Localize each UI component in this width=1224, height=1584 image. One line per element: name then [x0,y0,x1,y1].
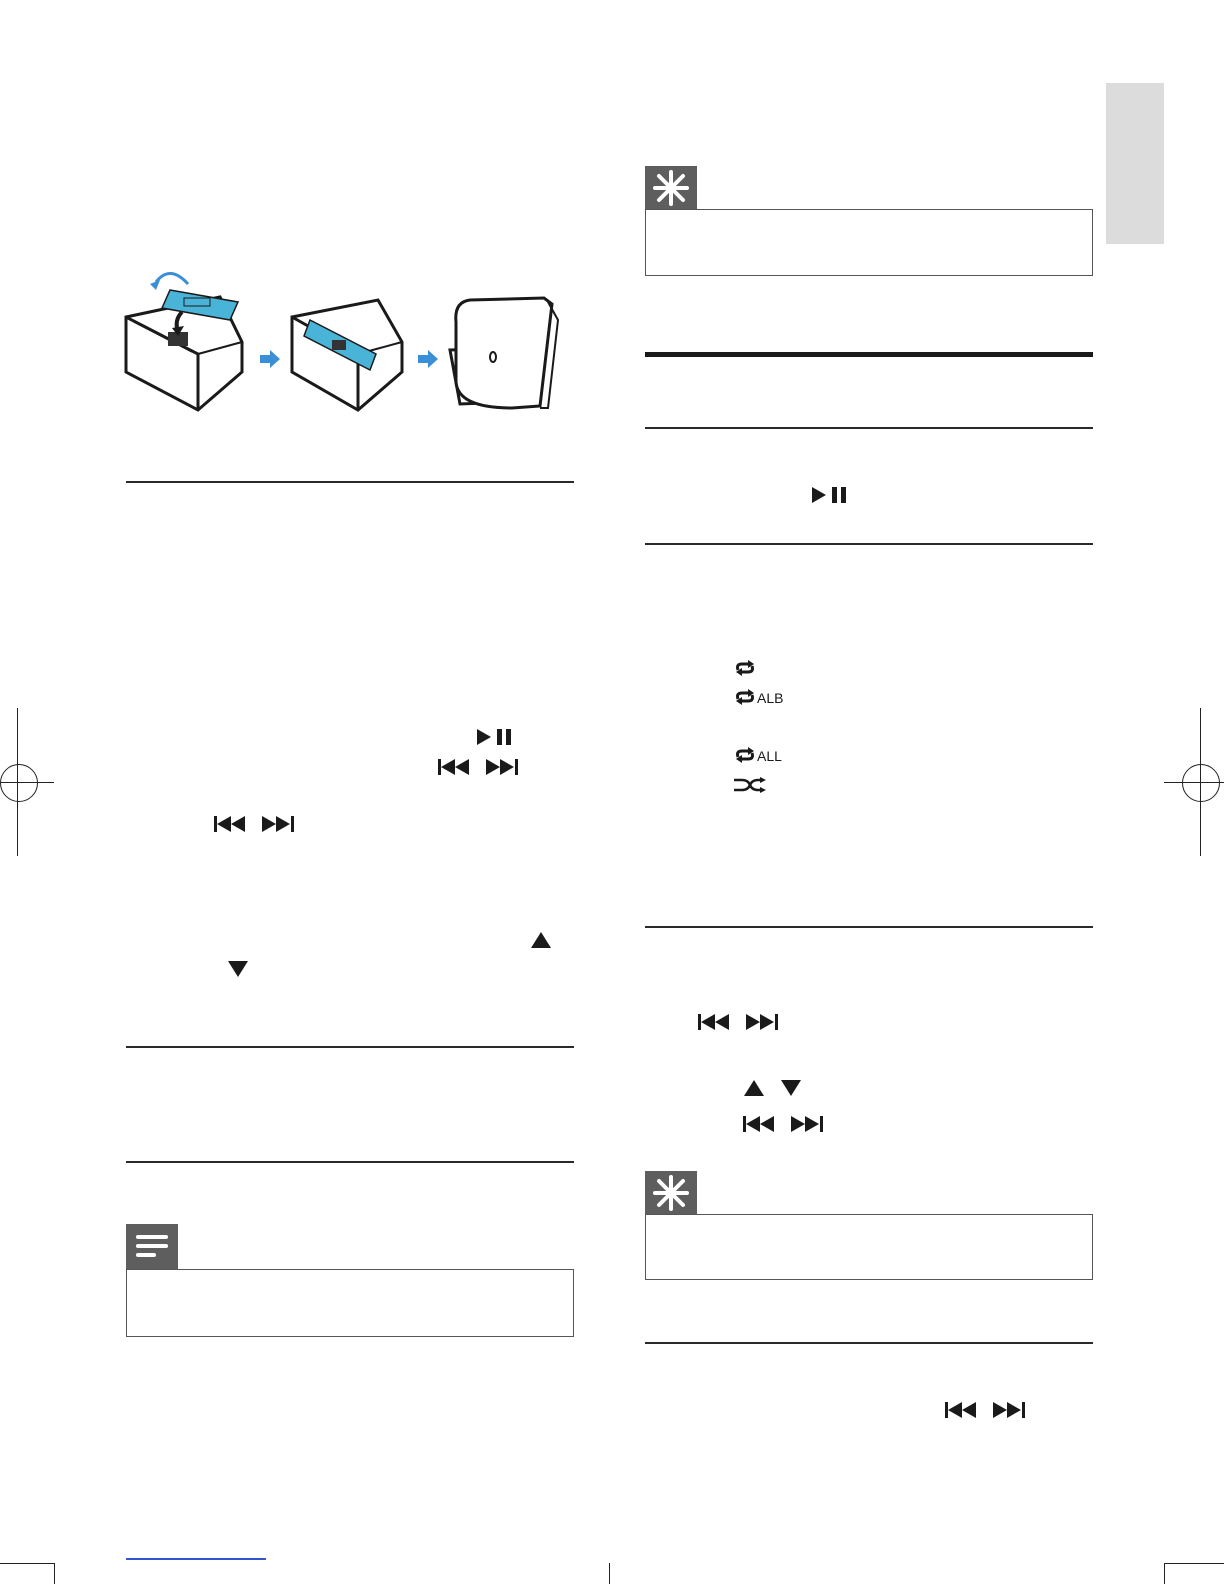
previous-track-icon [698,1014,732,1030]
next-track-icon [791,1116,825,1132]
note-tag [126,1224,178,1270]
repeat-album-label: ALB [757,690,784,706]
previous-track-icon [438,759,472,775]
play-pause-icon [812,487,848,503]
chapter-rule [645,352,1093,357]
language-tab [1106,83,1164,244]
previous-track-icon [743,1116,777,1132]
repeat-all-label: ALL [757,748,782,764]
previous-track-icon [945,1402,979,1418]
next-track-icon [262,816,296,832]
section-rule [126,1046,574,1048]
next-track-icon [746,1014,780,1030]
tip-asterisk-icon [645,1171,697,1215]
tip-box [645,209,1093,276]
tip-asterisk-icon [645,166,697,210]
tip-tag [645,166,697,210]
repeat-album-icon [734,689,756,705]
tip-box [645,1214,1093,1280]
down-arrow-icon [781,1080,801,1096]
shuffle-icon [734,777,766,793]
section-rule [645,1342,1093,1344]
previous-track-icon [214,816,248,832]
footer-link-underline [126,1558,266,1560]
step-arrow-1 [260,350,280,368]
next-track-icon [993,1402,1027,1418]
play-pause-icon [477,729,513,745]
dock-illustration [120,262,580,422]
section-rule [126,481,574,483]
section-rule [645,926,1093,928]
dock-adapter-seated-panel [292,300,402,410]
section-rule [126,1161,574,1163]
step-arrow-2 [418,350,438,368]
section-rule [645,427,1093,429]
up-arrow-icon [744,1080,764,1096]
section-rule [645,543,1093,545]
device-docked-panel [450,298,558,408]
up-arrow-icon [531,932,551,948]
note-box [126,1269,574,1337]
note-lines-icon [126,1224,178,1270]
repeat-all-icon [734,747,756,763]
down-arrow-icon [228,961,248,977]
tip-tag [645,1171,697,1215]
next-track-icon [486,759,520,775]
repeat-icon [734,660,756,676]
dock-adapter-insert-panel [126,273,242,410]
